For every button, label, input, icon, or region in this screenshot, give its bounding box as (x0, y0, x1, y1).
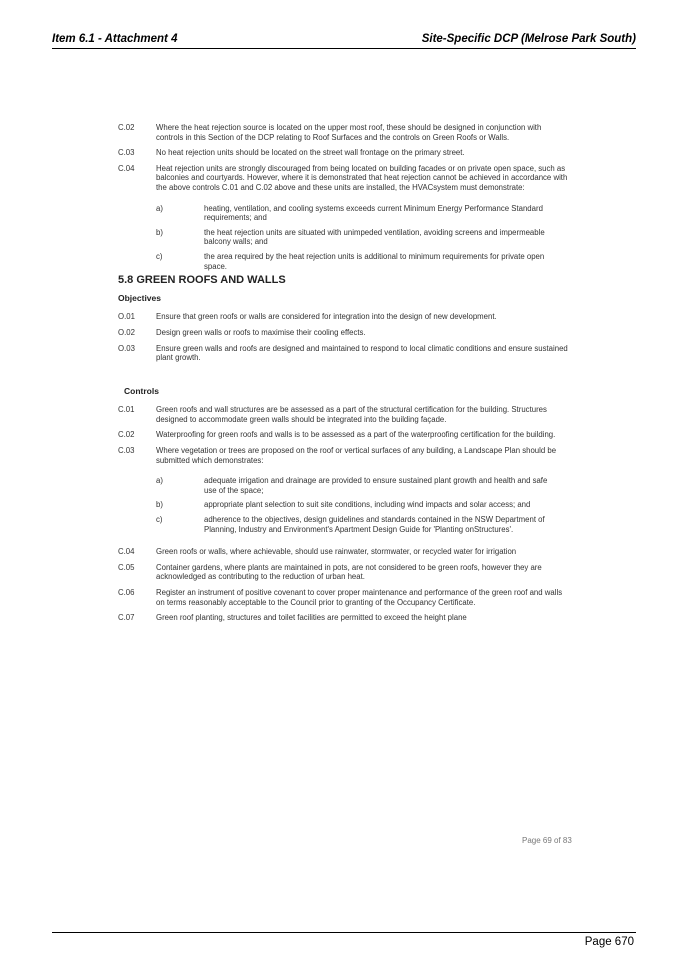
sub-text: the heat rejection units are situated with unimpeded ventilation, avoiding screens and impermeable balcony walls; and (204, 227, 545, 247)
sub-letter: c) (156, 515, 163, 525)
control-item (118, 588, 568, 607)
control-item (118, 563, 568, 582)
sub-item (156, 228, 568, 247)
control-item (118, 148, 568, 158)
control-text: Green roofs or walls, where achievable, should use rainwater, stormwater, or recycled water for irrigation (156, 547, 517, 557)
sub-letter: a) (156, 476, 163, 486)
header-right: Site-Specific DCP (Melrose Park South) (421, 33, 636, 45)
footer-rule (52, 932, 636, 933)
sub-item (156, 515, 568, 534)
sub-letter: b) (156, 227, 163, 237)
sub-text: adherence to the objectives, design guidelines and standards contained in the NSW Department of Planning, Industry and Environment's Apartment Design Guide for 'Planting onStructures'. (204, 515, 545, 534)
objective-code: O.03 (118, 343, 135, 353)
objective-text: Ensure green walls and roofs are designed and maintained to respond to local climatic conditions and ensure sustained plant growth. (156, 343, 568, 363)
section-title: 5.8 GREEN ROOFS AND WALLS (118, 274, 286, 287)
sub-letter: a) (156, 203, 163, 213)
control-code: C.01 (118, 405, 135, 415)
objective-item (118, 312, 568, 322)
control-item (118, 547, 568, 557)
sub-letter: c) (156, 251, 163, 261)
sub-text: the area required by the heat rejection units is additional to minimum requirements for private open space. (204, 251, 545, 271)
sub-letter: b) (156, 500, 163, 510)
control-code: C.03 (118, 148, 135, 158)
control-text: Green roof planting, structures and toilet facilities are permitted to exceed the height plane (156, 613, 467, 623)
control-item (118, 164, 568, 193)
spacer (118, 369, 568, 387)
sub-item (156, 204, 568, 223)
header-rule (52, 48, 636, 49)
sub-text: adequate irrigation and drainage are provided to ensure sustained plant growth and health and safe use of the space; (204, 476, 548, 495)
objective-text: Ensure that green roofs or walls are considered for integration into the design of new development. (156, 312, 497, 322)
sub-text: appropriate plant selection to suit site conditions, including wind impacts and solar access; and (204, 500, 531, 510)
sub-list (118, 199, 568, 272)
document-body (118, 123, 568, 629)
objective-text: Design green walls or roofs to maximise their cooling effects. (156, 327, 366, 337)
controls-heading: Controls (124, 385, 159, 396)
footer-page-number: Page 670 (584, 936, 634, 948)
control-code: C.07 (118, 613, 135, 623)
page-header (52, 33, 636, 47)
control-code: C.03 (118, 446, 135, 456)
control-code: C.05 (118, 562, 135, 572)
objective-code: O.01 (118, 312, 135, 322)
control-item (118, 446, 568, 465)
control-code: C.02 (118, 430, 135, 440)
control-text: Green roofs and wall structures are be assessed as a part of the structural certification for the building. Structures designed to accommodate green walls should be integrated into the building façade. (156, 405, 547, 424)
sub-item (156, 500, 568, 510)
sub-list (118, 471, 568, 534)
control-text: No heat rejection units should be located on the street wall frontage on the primary street. (156, 148, 465, 158)
control-code: C.04 (118, 163, 135, 173)
control-code: C.04 (118, 547, 135, 557)
objectives-heading: Objectives (118, 292, 161, 303)
control-code: C.02 (118, 123, 135, 132)
control-text: Where the heat rejection source is located on the upper most roof, these should be designed in conjunction with controls in this Section of the DCP relating to Roof Surfaces and the controls on Green Roofs or Walls. (156, 123, 542, 142)
control-text: Heat rejection units are strongly discouraged from being located on building facades or on private open space, such as balconies and courtyards. However, where it is demonstrated that heat rejection cannot be achieved in accordance with the above controls C.01 and C.02 above and these units are installed, the HVACsystem must demonstrate: (156, 163, 568, 192)
objective-item (118, 344, 568, 363)
control-item (118, 613, 568, 623)
objective-item (118, 328, 568, 338)
inner-page-number: Page 69 of 83 (522, 836, 572, 845)
control-item (118, 430, 568, 440)
control-item (118, 123, 568, 142)
control-text: Container gardens, where plants are maintained in pots, are not considered to be green roofs, however they are acknowledged as contributing to the reduction of urban heat. (156, 562, 542, 582)
control-text: Register an instrument of positive covenant to cover proper maintenance and performance of the green roof and walls on terms reasonably acceptable to the Council prior to granting of the Occupancy Certificate. (156, 588, 563, 607)
control-text: Where vegetation or trees are proposed on the roof or vertical surfaces of any building, a Landscape Plan should be submitted which demonstrates: (156, 446, 557, 465)
sub-item (156, 252, 568, 271)
sub-text: heating, ventilation, and cooling systems exceeds current Minimum Energy Performance Standard requirements; and (204, 203, 543, 223)
sub-item (156, 476, 568, 495)
control-code: C.06 (118, 588, 135, 597)
header-left: Item 6.1 - Attachment 4 (52, 33, 178, 45)
spacer (118, 539, 568, 547)
objective-code: O.02 (118, 327, 135, 337)
control-item (118, 405, 568, 424)
control-text: Waterproofing for green roofs and walls is to be assessed as a part of the waterproofing certification for the building. (156, 430, 556, 440)
